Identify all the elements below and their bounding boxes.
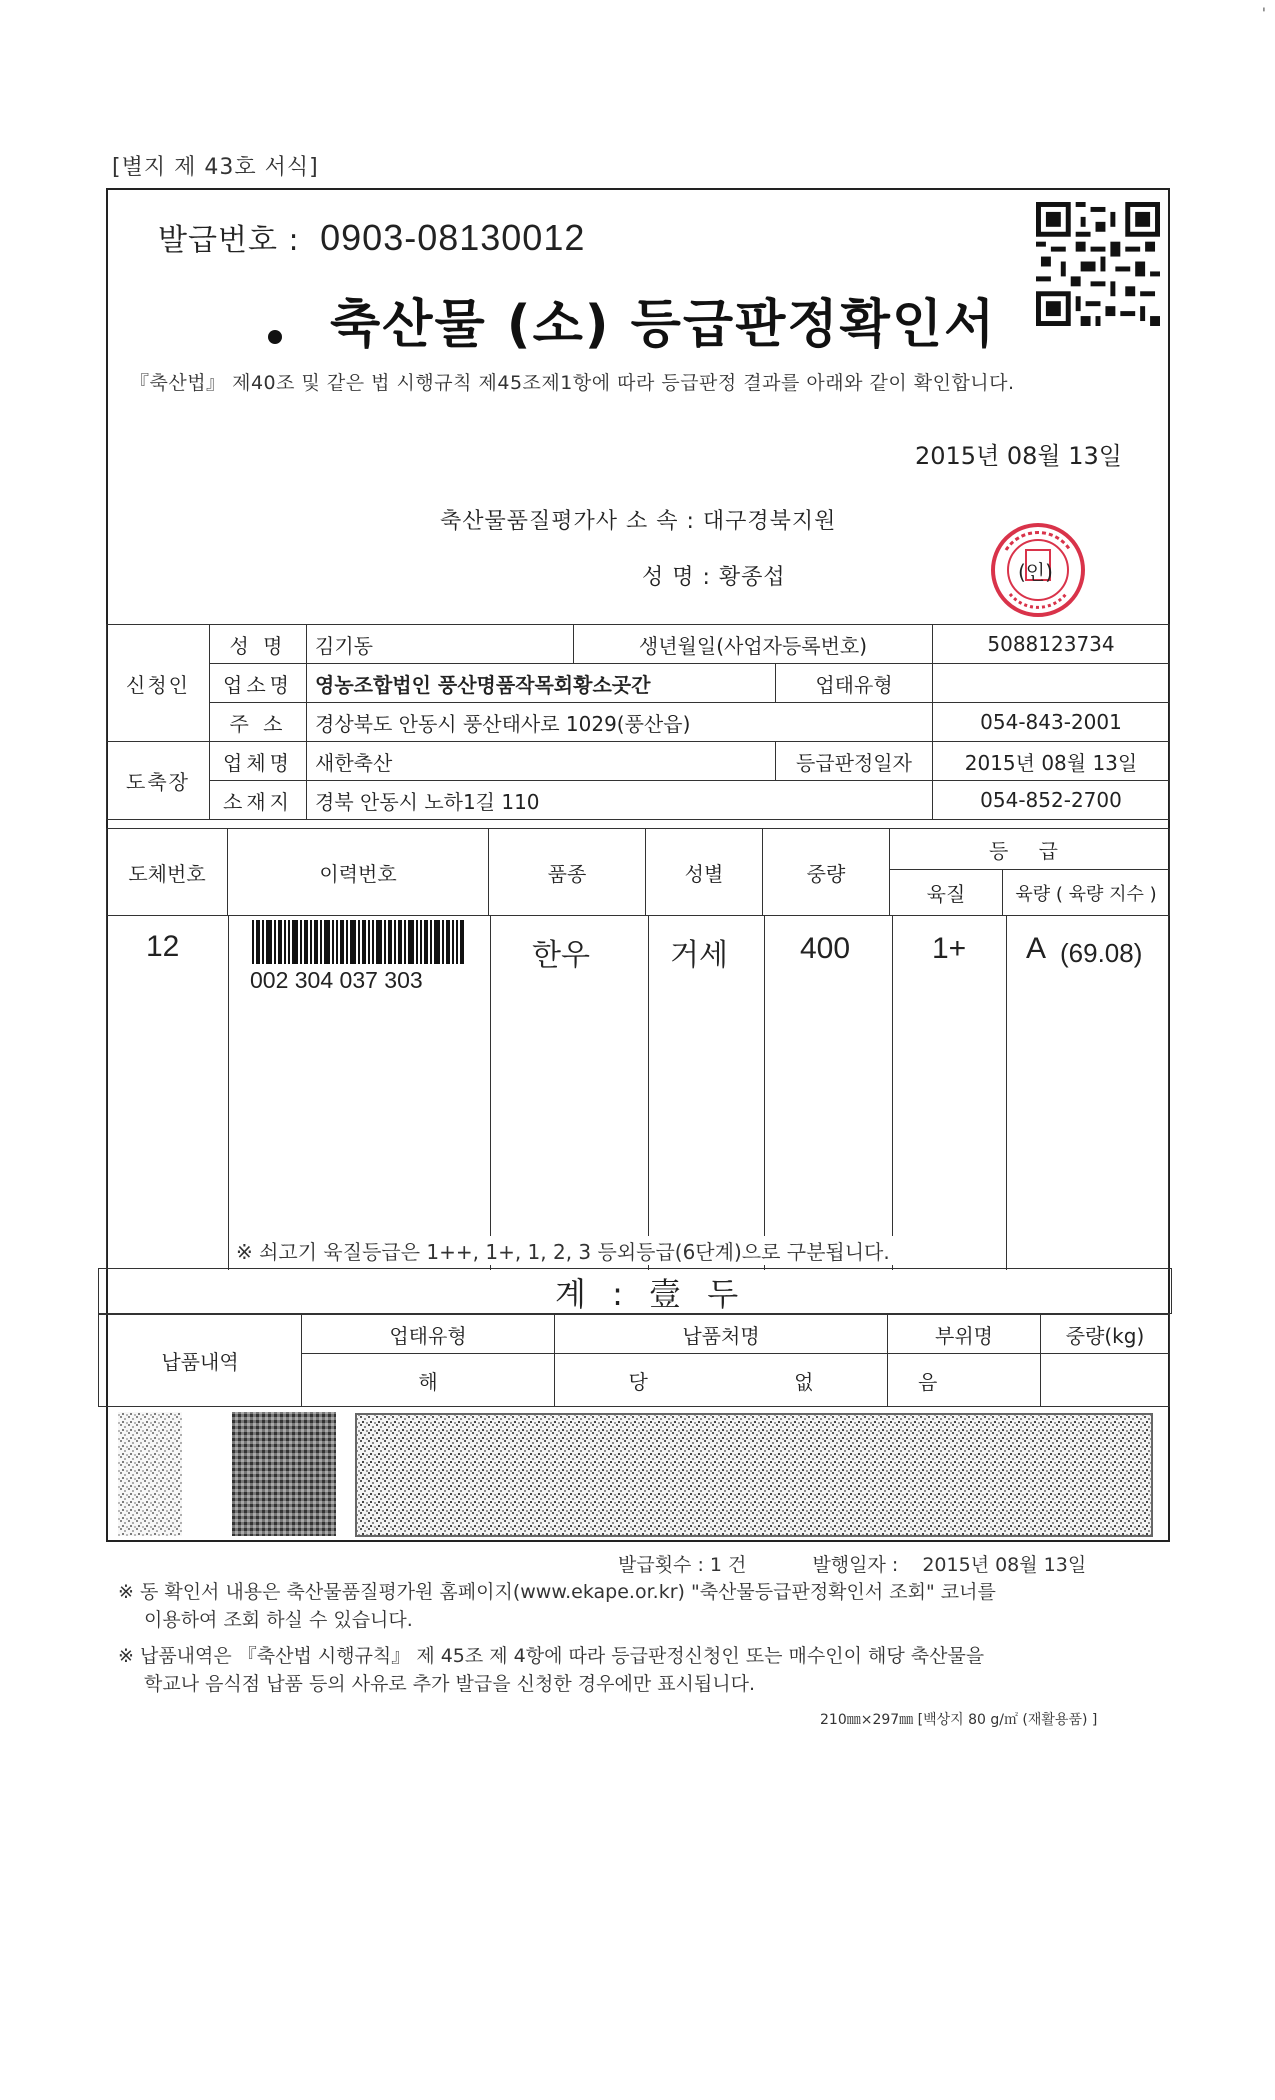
column-line [1168, 915, 1169, 1270]
carcass-no-header: 도체번호 [107, 829, 228, 916]
slaughterhouse-group-label: 도축장 [107, 742, 210, 820]
delivery-value-part: 당 [628, 1369, 648, 1394]
slaughterhouse-phone: 054-852-2700 [933, 781, 1170, 820]
biz-type-label: 업태유형 [776, 664, 933, 703]
table-row [107, 664, 1170, 703]
weight-value: 400 [800, 932, 851, 965]
sex-header: 성별 [646, 829, 763, 916]
grade-header: 등 급 [890, 829, 1170, 870]
table-row [99, 1315, 1170, 1354]
company-label: 업체명 [210, 742, 307, 781]
notice-line: 이용하여 조회 하실 수 있습니다. [144, 1609, 413, 1631]
delivery-label: 납품내역 [99, 1315, 302, 1407]
delivery-header: 중량(kg) [1041, 1315, 1170, 1354]
grading-date-label: 등급판정일자 [776, 742, 933, 781]
issue-count: 발급횟수 : 1 건 [618, 1554, 747, 1576]
grade-note: ※ 쇠고기 육질등급은 1++, 1+, 1, 2, 3 등외등급(6단계)으로 구분됩니다. [236, 1236, 894, 1265]
intro-text: 『축산법』 제40조 및 같은 법 시행규칙 제45조제1항에 따라 등급판정 결과를 아래와 같이 확인합니다. [130, 372, 1015, 394]
slaughterhouse-company: 새한축산 [307, 742, 776, 781]
yield-index-value: (69.08) [1060, 938, 1143, 968]
weight-header: 중량 [763, 829, 890, 916]
table-row [107, 829, 1170, 870]
barcode-icon [252, 920, 464, 964]
carcass-no-value: 12 [146, 930, 180, 963]
issue-number-value: 0903-08130012 [320, 217, 586, 258]
delivery-header: 납품처명 [555, 1315, 888, 1354]
delivery-value [555, 1354, 888, 1407]
paper-spec: 210㎜×297㎜ [백상지 80 g/㎡ (재활용품) ] [820, 1712, 1098, 1728]
quality-grade-value: 1+ [932, 932, 967, 965]
yield-header: 육량 ( 육량 지수 ) [1003, 870, 1170, 916]
sex-value: 거세 [670, 938, 728, 973]
delivery-value: 음 [888, 1354, 1041, 1407]
issue-number-label: 발급번호 : [158, 223, 300, 258]
quality-header: 육질 [890, 870, 1003, 916]
corner-mark: ' [1262, 6, 1266, 22]
document-title: 축산물 (소) 등급판정확인서 [330, 295, 997, 355]
column-line [764, 915, 765, 1270]
table-row [107, 781, 1170, 820]
table-row [107, 625, 1170, 664]
issue-date-footer-label: 발행일자 : [812, 1554, 899, 1576]
applicant-name: 김기동 [307, 625, 574, 664]
delivery-value [1041, 1354, 1170, 1407]
delivery-table [98, 1314, 1170, 1407]
grade-table-header [106, 828, 1170, 916]
notice-2 [118, 1642, 984, 1698]
issue-number [158, 215, 585, 259]
applicant-table [106, 624, 1170, 820]
seal-text: (인) [1018, 560, 1053, 584]
business-name: 영농조합법인 풍산명품작목회황소곳간 [307, 664, 776, 703]
notice-line: ※ 동 확인서 내용은 축산물품질평가원 홈페이지(www.ekape.or.kr) "축산물등급판정확인서 조회" 코너를 [118, 1581, 996, 1603]
notice-1 [118, 1578, 996, 1634]
column-line [490, 915, 491, 1270]
column-line [106, 915, 107, 1270]
form-reference: [별지 제 43호 서식] [112, 155, 319, 180]
issue-date: 2015년 08월 13일 [915, 442, 1122, 470]
notice-line: 학교나 음식점 납품 등의 사유로 추가 발급을 신청한 경우에만 표시됩니다. [144, 1673, 756, 1695]
yield-grade-value: A [1026, 932, 1047, 965]
grading-date: 2015년 08월 13일 [933, 742, 1170, 781]
total-row [98, 1268, 1172, 1314]
issue-footer [618, 1550, 1086, 1577]
column-line [648, 915, 649, 1270]
evaluator-affiliation: 축산물품질평가사 소 속 : 대구경북지원 [440, 509, 837, 534]
security-pattern [112, 1408, 1166, 1544]
table-row [107, 703, 1170, 742]
column-line [892, 915, 893, 1270]
total-text: 계 : 壹 두 [555, 1275, 747, 1313]
slaughterhouse-location: 경북 안동시 노하1길 110 [307, 781, 933, 820]
column-line [228, 915, 229, 1270]
delivery-value-part: 없 [794, 1369, 814, 1394]
ink-dot [268, 330, 282, 344]
official-seal [988, 520, 1088, 620]
column-line [1006, 915, 1007, 1270]
trace-no-value: 002 304 037 303 [250, 967, 423, 993]
birth-value: 5088123734 [933, 625, 1170, 664]
location-label: 소재지 [210, 781, 307, 820]
applicant-phone: 054-843-2001 [933, 703, 1170, 742]
delivery-value: 해 [302, 1354, 555, 1407]
name-label: 성 명 [210, 625, 307, 664]
issue-date-footer: 2015년 08월 13일 [922, 1554, 1087, 1576]
delivery-header: 업태유형 [302, 1315, 555, 1354]
applicant-group-label: 신청인 [107, 625, 210, 742]
biz-type-value [933, 664, 1170, 703]
business-label: 업소명 [210, 664, 307, 703]
evaluator-name: 성 명 : 황종섭 [642, 565, 786, 590]
applicant-address: 경상북도 안동시 풍산태사로 1029(풍산읍) [307, 703, 933, 742]
address-label: 주 소 [210, 703, 307, 742]
breed-header: 품종 [489, 829, 646, 916]
qr-code-icon [1036, 200, 1160, 328]
table-row [107, 742, 1170, 781]
birth-label: 생년월일(사업자등록번호) [574, 625, 933, 664]
delivery-header: 부위명 [888, 1315, 1041, 1354]
breed-value: 한우 [532, 938, 590, 973]
notice-line: ※ 납품내역은 『축산법 시행규칙』 제 45조 제 4항에 따라 등급판정신청인 또는 매수인이 해당 축산물을 [118, 1645, 985, 1667]
trace-no-header: 이력번호 [228, 829, 489, 916]
